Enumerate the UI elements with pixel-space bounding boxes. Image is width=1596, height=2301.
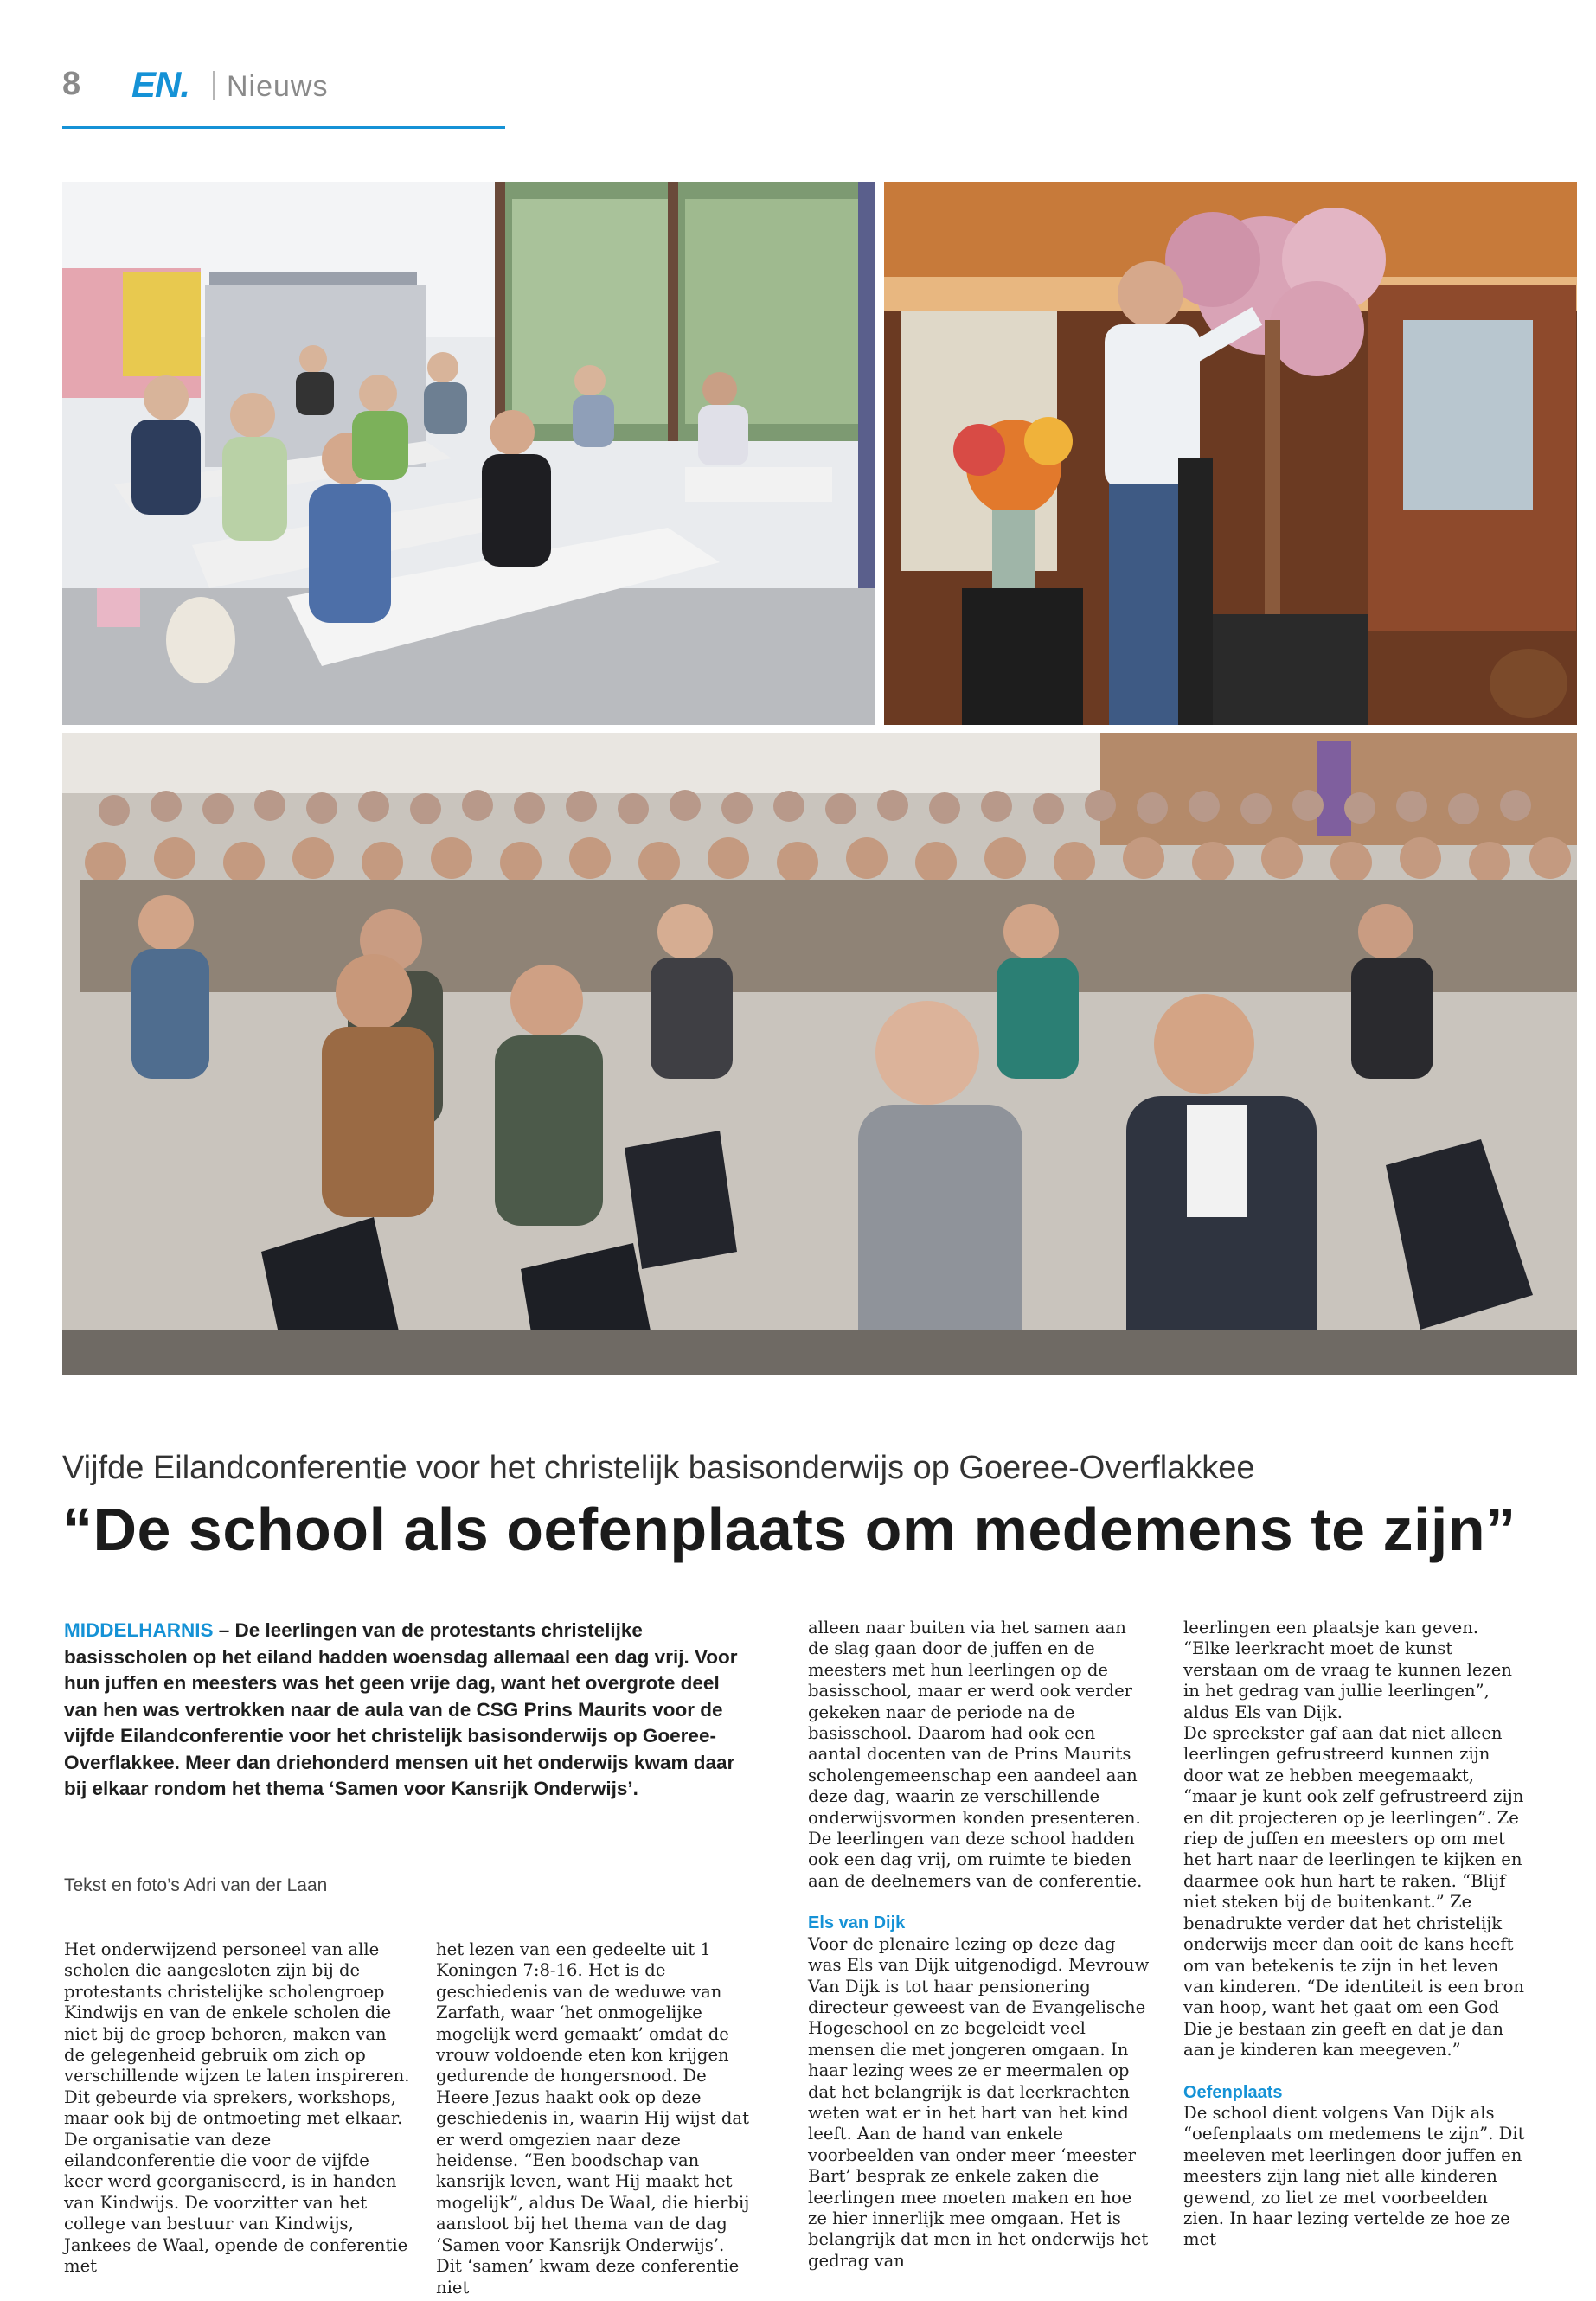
column-3 [808,1618,1150,2272]
paragraph: De organisatie van deze eilandconferentie die voor de vijfde keer werd georganiseerd, is in handen van Kindwijs. De voorzitter van het college van bestuur van Kindwijs, Jankees de Waal, opende de conferentie met [64,2129,408,2277]
photo-credit: Tekst en foto’s Adri van der Laan [64,1875,328,1895]
audience-photo [62,733,1577,1375]
subheading-oefenplaats: Oefenplaats [1183,2082,1283,2102]
paragraph: Voor de plenaire lezing op deze dag was Els van Dijk uitgenodigd. Mevrouw Van Dijk is tot haar pensionering directeur geweest van de Evangelische Hogeschool en ze begeleidt veel mensen die met jongeren omgaan. In haar lezing wees ze er meermalen op dat het belangrijk is dat leerkrachten weten wat er in het hart van het kind leeft. Aan de hand van enkele voorbeelden van onder meer ‘meester Bart’ besprak ze enkele zaken die leerlingen mee moeten maken en hoe ze hier innerlijk mee omgaan. Het is belangrijk dat men in het onderwijs het gedrag van [808,1933,1150,2271]
paragraph: De leerlingen van deze school hadden ook een dag vrij, om ruimte te bieden aan de deelnemers van de conferentie. [808,1829,1143,1891]
paragraph: leerlingen een plaatsje kan geven. “Elke leerkracht moet de kunst verstaan om de vraag te kunnen lezen in het gedrag van jullie leerlingen”, aldus Els van Dijk. [1183,1618,1512,1722]
article-intro [64,1618,756,1803]
article-kicker: Vijfde Eilandconferentie voor het christelijk basisonderwijs op Goeree-Overflakkee [62,1450,1255,1486]
spacer [808,1892,1150,1913]
speaker-photo [884,182,1577,725]
paragraph: De spreekster gaf aan dat niet alleen leerlingen gefrustreerd kunnen zijn door wat ze hebben meegemaakt, “maar je kunt ook zelf gefrustreerd zijn en dit projecteren op je leerlingen”. Ze riep de juffen en meesters op om met het hart naar de leerlingen te kijken en daarmee ook hun hart te raken. “Blijf niet steken bij de buitenkant.” Ze benadrukte verder dat het christelijk onderwijs meer dan ooit de kans heeft om van betekenis te zijn in het leven van kinderen. “De identiteit is een bron van hoop, want het gaat om een God Die je bestaan zin geeft en dat je dan aan je kinderen kan meegeven.” [1183,1723,1524,2061]
article-headline: “De school als oefenplaats om medemens te zijn” [62,1496,1516,1563]
paragraph: Dit ‘samen’ kwam deze conferentie niet [436,2256,740,2298]
column-2 [436,1939,765,2298]
section-label: Nieuws [227,70,329,103]
intro-text: – De leerlingen van de protestants christelijke basisscholen op het eiland hadden woensdag allemaal een dag vrij. Voor hun juffen en meesters was het geen vrije dag, want het overgrote deel van hen was vertrokken naar de aula van de CSG Prins Maurits voor de vijfde Eilandconferentie voor het christelijk basisonderwijs op Goeree-Overflakkee. Meer dan driehonderd mensen uit het onderwijs kwam daar bij elkaar rondom het thema ‘Samen voor Kansrijk Onderwijs’. [64,1619,738,1799]
paragraph: alleen naar buiten via het samen aan de slag gaan door de juffen en de meesters met hun leerlingen op de basisschool, maar er werd ook verder gekeken naar de periode na de basisschool. Daarom had ook een aantal docenten van de Prins Maurits scholengemeenschap een aandeel aan deze dag, waarin ze verschillende onderwijsvormen konden presenteren. [808,1618,1141,1828]
page-number: 8 [62,66,81,102]
classroom-photo [62,182,875,725]
spacer [1183,2061,1529,2082]
paragraph: Het onderwijzend personeel van alle scholen die aangesloten zijn bij de protestants christelijke scholengroep Kindwijs en van de enkele scholen die niet bij de groep behoren, maken van de gelegenheid gebruik om zich op verschillende wijzen te laten inspireren. Dit gebeurde via sprekers, workshops, maar ook bij de ontmoeting met elkaar. [64,1939,410,2129]
subheading-els-van-dijk: Els van Dijk [808,1913,906,1933]
paragraph: De school dient volgens Van Dijk als “oefenplaats om medemens te zijn”. Dit meeleven met leerlingen door juffen en meesters zijn lang niet alle kinderen gewend, zo liet ze met voorbeelden zien. In haar lezing vertelde ze hoe ze met [1183,2102,1525,2250]
header-rule [62,126,505,129]
paragraph: het lezen van een gedeelte uit 1 Koningen 7:8-16. Het is de geschiedenis van de weduwe van Zarfath, waar ‘het onmogelijke mogelijk werd gemaakt’ omdat de vrouw voldoende eten kon krijgen gedurende de hongersnood. De Heere Jezus haakt ook op deze geschiedenis in, waarin Hij wijst dat er werd omgezien naar deze heidense. “Een boodschap van kansrijk leven, want Hij maakt het mogelijk”, aldus De Waal, die hierbij aansloot bij het thema van de dag ‘Samen voor Kansrijk Onderwijs’. [436,1939,750,2255]
header-separator [213,71,215,100]
column-1 [64,1939,410,2278]
column-4 [1183,1618,1529,2251]
newspaper-logo: EN. [131,64,190,105]
dateline: MIDDELHARNIS [64,1619,214,1641]
